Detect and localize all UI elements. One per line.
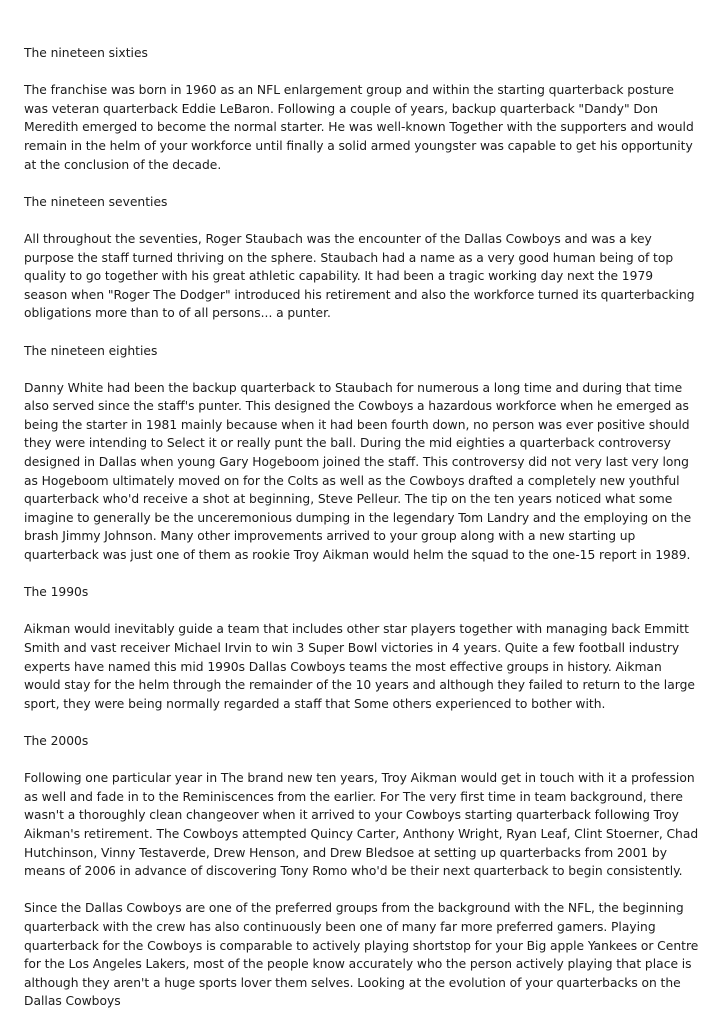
document-body xyxy=(24,44,700,1029)
section-heading: The 2000s xyxy=(24,733,89,748)
section-heading: The nineteen seventies xyxy=(24,194,168,209)
paragraph: Aikman would inevitably guide a team that includes other star players together with managing back Emmitt Smith and vast receiver Michael Irvin to win 3 Super Bowl victories in 4 years. Quite a few football industry experts have named this mid 1990s Dallas Cowboys teams the most effective groups in history. Aikman would stay for the helm through the remainder of the 10 years and although they failed to return to the large sport, they were being normally regarded a staff that Some others experienced to bother with. xyxy=(24,622,695,711)
section-2000s xyxy=(24,732,700,1011)
paragraph: Following one particular year in The brand new ten years, Troy Aikman would get in touch with it a profession as well and fade in to the Reminiscences from the earlier. For The very first time in team background, there wasn't a thoroughly clean changeover when it arrived to your Cowboys starting quarterback following Troy Aikman's retirement. The Cowboys attempted Quincy Carter, Anthony Wright, Ryan Leaf, Clint Stoerner, Chad Hutchinson, Vinny Testaverde, Drew Henson, and Drew Bledsoe at setting up quarterbacks from 2001 by means of 2006 in advance of discovering Tony Romo who'd be their next quarterback to begin consistently. xyxy=(24,771,699,879)
section-heading: The 1990s xyxy=(24,585,89,600)
section-1970s xyxy=(24,193,700,323)
section-1960s xyxy=(24,44,700,174)
section-heading: The nineteen eighties xyxy=(24,343,158,358)
paragraph: The franchise was born in 1960 as an NFL enlargement group and within the starting quarterback posture was veteran quarterback Eddie LeBaron. Following a couple of years, backup quarterback "Dandy" Don Meredith emerged to become the normal starter. He was well-known Together with the supporters and would remain in the helm of your workforce until finally a solid armed youngster was capable to get his opportunity at the conclusion of the decade. xyxy=(24,83,694,172)
paragraph: Since the Dallas Cowboys are one of the preferred groups from the background with the NFL, the beginning quarterback with the crew has also continuously been one of many far more preferred gamers. Playing quarterback for the Cowboys is comparable to actively playing shortstop for your Big apple Yankees or Centre for the Los Angeles Lakers, most of the people know accurately who the person actively playing that place is although they aren't a huge sports lover them selves. Looking at the evolution of your quarterbacks on the Dallas Cowboys xyxy=(24,901,699,1009)
section-heading: The nineteen sixties xyxy=(24,46,148,60)
paragraph: All throughout the seventies, Roger Staubach was the encounter of the Dallas Cowboys and was a key purpose the staff turned thriving on the sphere. Staubach had a name as a very good human being of top quality to go together with his great athletic capability. It had been a tragic working day next the 1979 season when "Roger The Dodger" introduced his retirement and also the workforce turned its quarterbacking obligations more than to of all persons... a punter. xyxy=(24,231,695,321)
section-1980s xyxy=(24,342,700,565)
section-1990s xyxy=(24,583,700,713)
paragraph: Danny White had been the backup quarterback to Staubach for numerous a long time and during that time also served since the staff's punter. This designed the Cowboys a hazardous workforce when he emerged as being the starter in 1981 mainly because when it had been fourth down, no person was ever positive should they were intending to Select it or really punt the ball. During the mid eighties a quarterback controversy designed in Dallas when young Gary Hogeboom joined the staff. This controversy did not very last very long as Hogeboom ultimately moved on for the Colts as well as the Cowboys drafted a completely new youthful quarterback who'd receive a shot at beginning, Steve Pelleur. The tip on the ten years noticed what some imagine to generally be the unceremonious dumping in the legendary Tom Landry and the employing on the brash Jimmy Johnson. Many other improvements arrived to your group along with a new starting up quarterback was just one of them as rookie Troy Aikman would helm the squad to the one-15 report in 1989. xyxy=(24,380,692,563)
